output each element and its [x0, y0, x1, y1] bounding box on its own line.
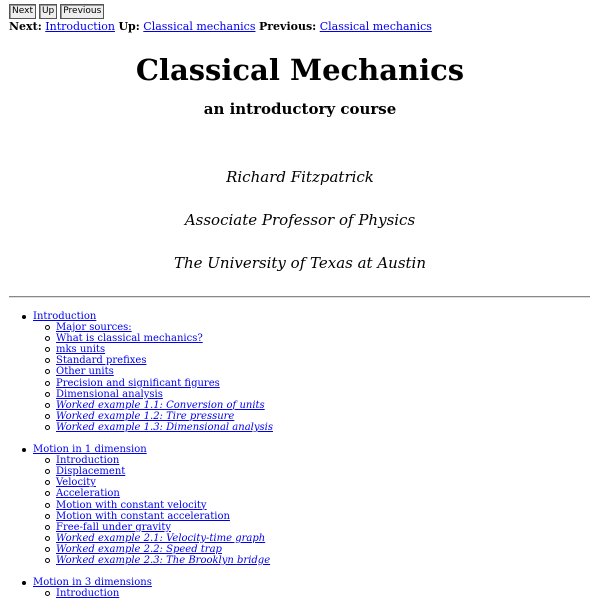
toc-chapter-item [0, 444, 600, 566]
toc-section-link[interactable]: Acceleration [56, 488, 120, 500]
toc-section-item [33, 411, 600, 422]
toc-chapter-link[interactable]: Introduction [33, 311, 97, 322]
toc-chapter-item [0, 311, 600, 433]
toc-section-link[interactable]: Worked example 1.1: Conversion of units [56, 399, 265, 411]
toc-section-link[interactable]: Introduction [56, 588, 120, 600]
toc-section-item [33, 533, 600, 544]
page-title: Classical Mechanics [135, 53, 465, 87]
toc-section-link[interactable]: Velocity [56, 477, 96, 489]
toc-section-link[interactable]: Worked example 2.1: Velocity-time graph [56, 532, 266, 544]
toc-section-link[interactable]: Precision and significant figures [56, 377, 220, 389]
toc-section-item [33, 488, 600, 499]
toc-section-item [33, 477, 600, 488]
toc-section-link[interactable]: Other units [56, 366, 114, 378]
toc-section-list [33, 588, 600, 599]
toc-section-link[interactable]: Major sources: [56, 322, 132, 334]
toc-section-link[interactable]: Worked example 1.3: Dimensional analysis [56, 421, 273, 433]
up-button[interactable]: Up [39, 4, 57, 19]
up-link[interactable]: Classical mechanics [143, 20, 256, 33]
toc-section-item [33, 500, 600, 511]
toc-section-list [33, 455, 600, 566]
horizontal-divider [9, 296, 590, 298]
toc-section-item [33, 355, 600, 366]
toc-chapter-item [0, 577, 600, 599]
toc-section-item [33, 522, 600, 533]
toc-section-link[interactable]: Worked example 1.2: Tire pressure [56, 410, 235, 422]
next-link[interactable]: Introduction [45, 20, 115, 33]
author-affiliation: The University of Texas at Austin [173, 254, 427, 272]
toc-section-link[interactable]: Worked example 2.3: The Brooklyn bridge [56, 554, 271, 566]
toc-section-item [33, 588, 600, 599]
toc-section-item [33, 333, 600, 344]
toc-section-link[interactable]: Standard prefixes [56, 355, 147, 367]
previous-button[interactable]: Previous [60, 4, 104, 19]
toc-section-item [33, 544, 600, 555]
toc-section-link[interactable]: Displacement [56, 466, 126, 478]
toc-section-item [33, 555, 600, 566]
toc-section-item [33, 400, 600, 411]
next-button[interactable]: Next [9, 4, 36, 19]
toc-section-link[interactable]: Motion with constant acceleration [56, 510, 230, 522]
toc-section-link[interactable]: mks units [56, 344, 106, 356]
toc-section-item [33, 422, 600, 433]
author-position: Associate Professor of Physics [184, 211, 416, 229]
toc-section-item [33, 455, 600, 466]
toc-section-link[interactable]: Motion with constant velocity [56, 499, 207, 511]
toc-section-link[interactable]: Introduction [56, 455, 120, 467]
page-subtitle: an introductory course [203, 100, 397, 118]
up-label: Up: [118, 20, 140, 33]
chapter-list [0, 311, 600, 599]
toc-section-item [33, 466, 600, 477]
author-name: Richard Fitzpatrick [226, 168, 374, 186]
previous-label: Previous: [258, 20, 317, 33]
toc-section-item [33, 378, 600, 389]
toc-section-link[interactable]: Free-fall under gravity [56, 521, 171, 533]
previous-link[interactable]: Classical mechanics [319, 20, 432, 33]
toc-section-item [33, 366, 600, 377]
toc-section-item [33, 344, 600, 355]
next-label: Next: [9, 20, 42, 33]
toc-section-link[interactable]: Worked example 2.2: Speed trap [56, 543, 222, 555]
toc-section-item [33, 389, 600, 400]
toc-section-link[interactable]: Dimensional analysis [56, 388, 163, 400]
toc-section-item [33, 322, 600, 333]
toc-section-item [33, 511, 600, 522]
toc-chapter-link[interactable]: Motion in 3 dimensions [33, 577, 152, 589]
toc-section-link[interactable]: What is classical mechanics? [56, 333, 203, 345]
navigation-links [9, 20, 432, 33]
navigation-buttons [9, 4, 104, 19]
toc-section-list [33, 322, 600, 433]
table-of-contents [0, 311, 600, 600]
toc-chapter-link[interactable]: Motion in 1 dimension [33, 444, 147, 456]
